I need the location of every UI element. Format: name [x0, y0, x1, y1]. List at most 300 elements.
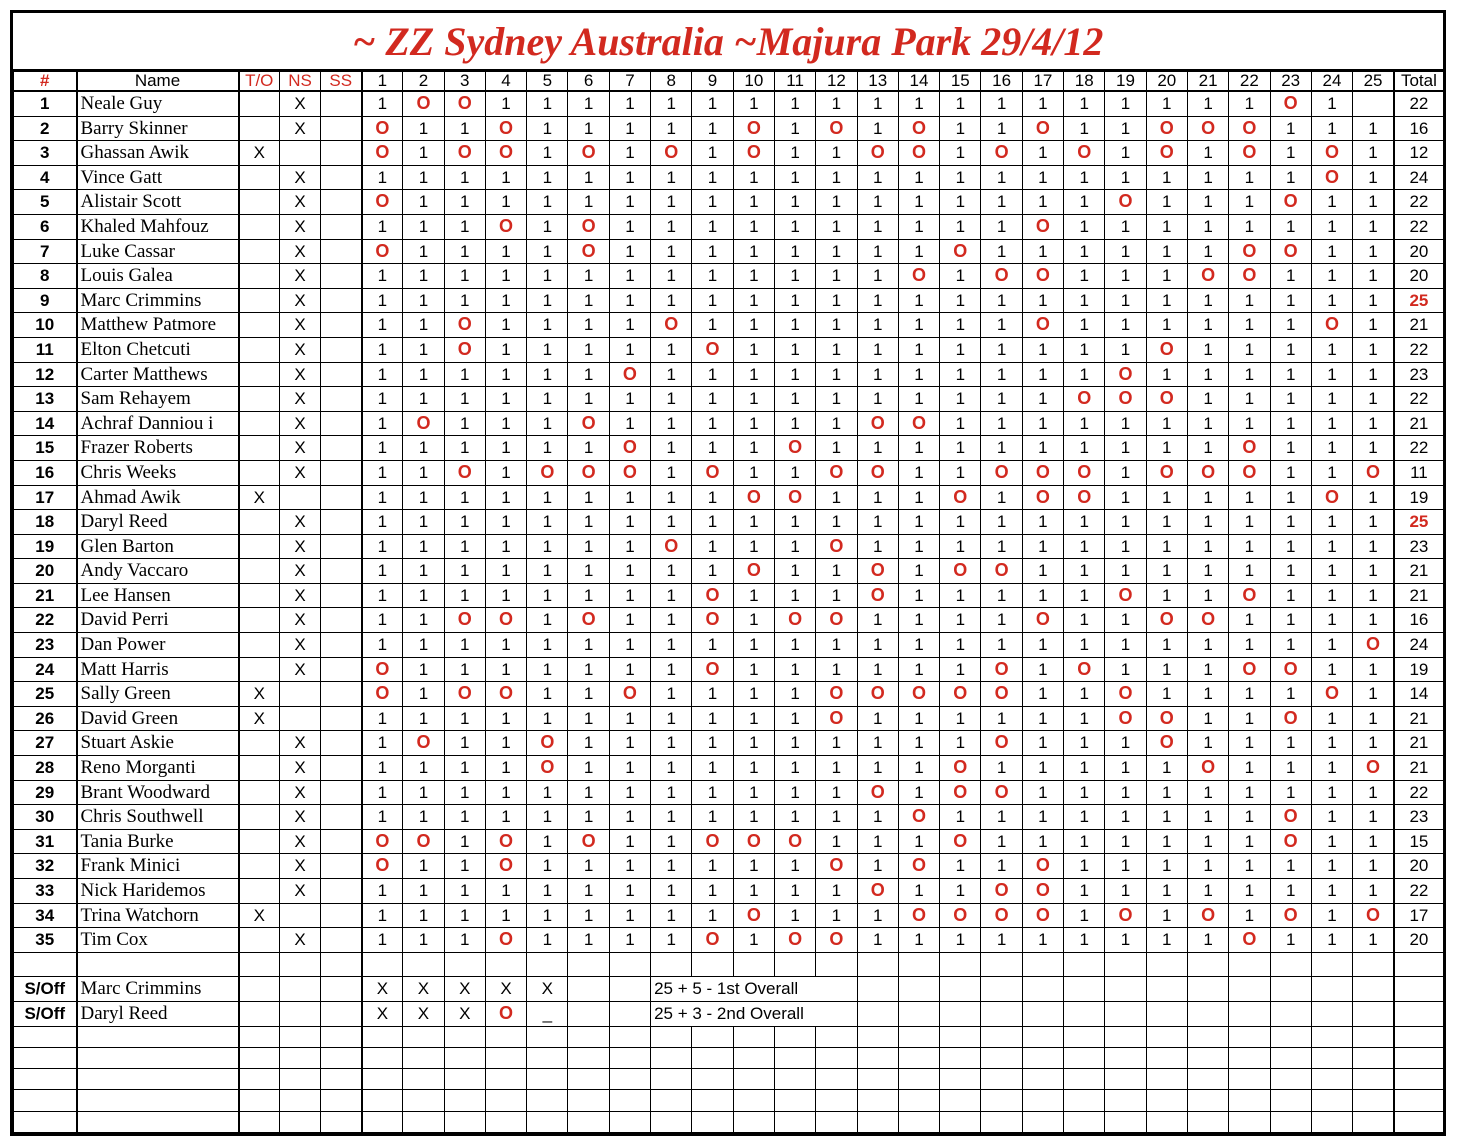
player-name: Chris Weeks [77, 460, 239, 485]
score-cell: 1 [444, 756, 485, 781]
score-cell: 1 [651, 903, 692, 928]
score-cell: 1 [1064, 706, 1105, 731]
score-cell: O [898, 903, 939, 928]
player-number: 27 [14, 731, 77, 756]
score-cell: 1 [1064, 583, 1105, 608]
score-cell: O [1064, 460, 1105, 485]
score-cell: 1 [444, 165, 485, 190]
score-cell: 1 [733, 288, 774, 313]
score-cell: 1 [1064, 337, 1105, 362]
score-cell: O [857, 411, 898, 436]
score-cell: O [1022, 903, 1063, 928]
empty-cell [280, 977, 321, 1002]
empty-cell [1353, 1047, 1394, 1068]
score-cell: 1 [816, 165, 857, 190]
player-total: 16 [1394, 116, 1444, 141]
score-cell: 1 [362, 928, 403, 953]
score-cell: 1 [816, 903, 857, 928]
player-total: 23 [1394, 534, 1444, 559]
score-cell: 1 [403, 460, 444, 485]
score-cell: 1 [651, 264, 692, 289]
score-cell: 1 [857, 829, 898, 854]
score-cell: 1 [1353, 682, 1394, 707]
empty-cell [568, 1026, 609, 1047]
player-number: 25 [14, 682, 77, 707]
player-total: 20 [1394, 928, 1444, 953]
score-cell: 1 [1311, 583, 1352, 608]
score-cell: 1 [403, 116, 444, 141]
score-cell: 1 [1022, 411, 1063, 436]
score-cell: 1 [609, 780, 650, 805]
score-cell: 1 [362, 633, 403, 658]
empty-cell [1187, 977, 1228, 1002]
score-cell: 1 [527, 337, 568, 362]
score-cell: 1 [609, 534, 650, 559]
player-to-mark [239, 731, 280, 756]
player-total: 22 [1394, 337, 1444, 362]
score-cell: O [981, 879, 1022, 904]
empty-cell [1105, 1069, 1146, 1090]
score-cell: 1 [816, 264, 857, 289]
player-number: 17 [14, 485, 77, 510]
score-cell: 1 [1187, 706, 1228, 731]
score-cell: O [444, 141, 485, 166]
score-cell: 1 [1187, 731, 1228, 756]
score-cell: 1 [981, 362, 1022, 387]
score-cell: 1 [940, 928, 981, 953]
score-cell: O [940, 485, 981, 510]
player-name: Daryl Reed [77, 510, 239, 535]
empty-cell [1270, 1111, 1311, 1132]
score-cell: 1 [1311, 928, 1352, 953]
player-ss-mark [321, 485, 362, 510]
score-cell: 1 [362, 362, 403, 387]
empty-cell [280, 1047, 321, 1068]
score-cell: O [1146, 706, 1187, 731]
score-cell: 1 [651, 756, 692, 781]
score-cell: 1 [940, 510, 981, 535]
score-cell: 1 [444, 190, 485, 215]
score-cell: O [1270, 239, 1311, 264]
score-cell: 1 [362, 534, 403, 559]
player-number: 18 [14, 510, 77, 535]
score-cell: O [692, 657, 733, 682]
score-cell: 1 [857, 731, 898, 756]
score-cell: 1 [651, 706, 692, 731]
score-cell: 1 [1270, 288, 1311, 313]
empty-cell [568, 1090, 609, 1111]
empty-cell [280, 1001, 321, 1026]
score-cell: 1 [692, 141, 733, 166]
score-cell: O [651, 141, 692, 166]
score-cell: 1 [1146, 239, 1187, 264]
col-header-target-8: 8 [651, 72, 692, 92]
player-ss-mark [321, 510, 362, 535]
score-cell: 1 [733, 387, 774, 412]
score-cell: 1 [733, 264, 774, 289]
empty-cell [1022, 1111, 1063, 1132]
score-cell: 1 [1270, 633, 1311, 658]
score-cell: O [692, 928, 733, 953]
player-ss-mark [321, 264, 362, 289]
player-ns-mark: X [280, 780, 321, 805]
score-cell: 1 [1353, 706, 1394, 731]
score-cell: 1 [609, 633, 650, 658]
score-cell: 1 [733, 928, 774, 953]
empty-cell [940, 1047, 981, 1068]
score-cell: 1 [485, 657, 526, 682]
score-cell: 1 [1146, 214, 1187, 239]
score-cell: 1 [609, 239, 650, 264]
score-cell: 1 [485, 879, 526, 904]
empty-cell [1187, 952, 1228, 977]
score-cell: 1 [898, 657, 939, 682]
score-cell: 1 [485, 387, 526, 412]
score-cell: 1 [857, 756, 898, 781]
score-cell: 1 [1353, 387, 1394, 412]
score-cell: 1 [1311, 608, 1352, 633]
score-cell: O [940, 829, 981, 854]
empty-row [14, 1090, 1444, 1111]
player-ns-mark: X [280, 91, 321, 116]
score-cell: 1 [527, 239, 568, 264]
empty-cell [568, 1001, 609, 1026]
player-row [14, 583, 1444, 608]
score-cell: 1 [981, 436, 1022, 461]
score-cell: 1 [692, 682, 733, 707]
empty-cell [1064, 1069, 1105, 1090]
score-cell: 1 [898, 337, 939, 362]
empty-cell [692, 1111, 733, 1132]
player-ns-mark: X [280, 534, 321, 559]
player-number: 7 [14, 239, 77, 264]
score-cell: 1 [1353, 362, 1394, 387]
player-name: Sam Rehayem [77, 387, 239, 412]
player-ss-mark [321, 731, 362, 756]
score-cell: 1 [1146, 633, 1187, 658]
empty-cell [1146, 1090, 1187, 1111]
empty-cell [692, 1047, 733, 1068]
score-cell: 1 [1353, 264, 1394, 289]
col-header-target-11: 11 [774, 72, 815, 92]
score-cell: 1 [651, 559, 692, 584]
score-cell: 1 [403, 165, 444, 190]
score-cell: 1 [609, 165, 650, 190]
empty-cell [1064, 1001, 1105, 1026]
empty-cell [1353, 1111, 1394, 1132]
score-cell: 1 [898, 633, 939, 658]
score-cell: 1 [444, 633, 485, 658]
empty-cell [609, 1026, 650, 1047]
player-ns-mark: X [280, 657, 321, 682]
score-cell: 1 [485, 288, 526, 313]
score-cell: 1 [1229, 756, 1270, 781]
player-to-mark [239, 805, 280, 830]
empty-cell [1105, 977, 1146, 1002]
score-cell: 1 [733, 165, 774, 190]
score-cell: 1 [898, 387, 939, 412]
empty-cell [1187, 1047, 1228, 1068]
player-ns-mark: X [280, 436, 321, 461]
player-ns-mark: X [280, 337, 321, 362]
empty-cell [898, 1111, 939, 1132]
score-cell: 1 [651, 633, 692, 658]
score-cell: 1 [1311, 780, 1352, 805]
score-cell: 1 [444, 657, 485, 682]
score-cell: O [1146, 116, 1187, 141]
score-cell: 1 [1105, 264, 1146, 289]
empty-cell [239, 1069, 280, 1090]
score-cell: 1 [444, 436, 485, 461]
player-row [14, 534, 1444, 559]
score-cell: 1 [1311, 903, 1352, 928]
score-cell: 1 [1146, 928, 1187, 953]
shootoff-mark: X [527, 977, 568, 1002]
empty-cell [816, 952, 857, 977]
score-cell: O [1105, 903, 1146, 928]
score-cell: O [1022, 264, 1063, 289]
empty-cell [981, 1090, 1022, 1111]
player-total: 23 [1394, 362, 1444, 387]
score-cell: 1 [1146, 829, 1187, 854]
score-cell: 1 [362, 387, 403, 412]
player-ss-mark [321, 854, 362, 879]
empty-cell [898, 1069, 939, 1090]
score-cell: 1 [568, 903, 609, 928]
score-cell: 1 [940, 264, 981, 289]
score-cell: O [362, 829, 403, 854]
score-cell: 1 [981, 854, 1022, 879]
score-cell: O [1311, 313, 1352, 338]
score-cell: 1 [1064, 116, 1105, 141]
score-cell: O [568, 829, 609, 854]
score-cell: 1 [816, 313, 857, 338]
score-cell: 1 [981, 485, 1022, 510]
score-cell: 1 [692, 387, 733, 412]
score-cell: 1 [1311, 288, 1352, 313]
score-cell: 1 [1353, 780, 1394, 805]
score-cell: 1 [651, 337, 692, 362]
score-cell: 1 [733, 879, 774, 904]
score-cell: 1 [940, 731, 981, 756]
empty-cell [609, 1047, 650, 1068]
player-ns-mark: X [280, 165, 321, 190]
player-name: Elton Chetcuti [77, 337, 239, 362]
score-cell: O [774, 436, 815, 461]
empty-cell [362, 952, 403, 977]
score-cell: 1 [774, 879, 815, 904]
score-cell: O [816, 608, 857, 633]
score-cell: O [485, 829, 526, 854]
empty-cell [609, 952, 650, 977]
score-cell: 1 [1064, 362, 1105, 387]
empty-cell [1270, 952, 1311, 977]
score-cell: 1 [1270, 534, 1311, 559]
score-cell: 1 [774, 313, 815, 338]
score-cell: 1 [1022, 559, 1063, 584]
empty-cell [609, 1111, 650, 1132]
empty-cell [857, 952, 898, 977]
player-row [14, 264, 1444, 289]
score-cell: 1 [898, 510, 939, 535]
empty-cell [733, 1090, 774, 1111]
score-cell: 1 [733, 682, 774, 707]
player-to-mark [239, 583, 280, 608]
player-total: 21 [1394, 559, 1444, 584]
empty-cell [816, 1111, 857, 1132]
player-name: Vince Gatt [77, 165, 239, 190]
score-cell: 1 [362, 903, 403, 928]
score-cell: 1 [1022, 682, 1063, 707]
player-ns-mark: X [280, 829, 321, 854]
score-cell: O [1270, 91, 1311, 116]
score-cell: 1 [692, 411, 733, 436]
score-cell: 1 [527, 116, 568, 141]
player-number: 13 [14, 387, 77, 412]
empty-cell [1270, 1090, 1311, 1111]
score-cell: 1 [940, 436, 981, 461]
player-to-mark [239, 879, 280, 904]
score-cell: 1 [527, 706, 568, 731]
empty-cell [1229, 1090, 1270, 1111]
score-cell: 1 [1146, 534, 1187, 559]
score-cell: 1 [651, 239, 692, 264]
score-cell: 1 [609, 411, 650, 436]
player-ns-mark: X [280, 264, 321, 289]
score-cell: O [362, 239, 403, 264]
empty-row [14, 1111, 1444, 1132]
score-cell: 1 [1105, 805, 1146, 830]
empty-cell [774, 952, 815, 977]
score-cell: 1 [1105, 854, 1146, 879]
empty-cell [651, 952, 692, 977]
score-cell: 1 [816, 436, 857, 461]
player-to-mark [239, 756, 280, 781]
empty-cell [692, 1069, 733, 1090]
score-cell: 1 [692, 805, 733, 830]
player-ss-mark [321, 534, 362, 559]
score-cell: O [733, 829, 774, 854]
player-row [14, 411, 1444, 436]
score-cell: O [692, 583, 733, 608]
player-total: 21 [1394, 411, 1444, 436]
score-cell: O [1311, 485, 1352, 510]
score-cell: 1 [1146, 485, 1187, 510]
empty-cell [77, 1111, 239, 1132]
score-cell: O [1270, 903, 1311, 928]
score-cell: 1 [816, 91, 857, 116]
player-row [14, 337, 1444, 362]
player-to-mark: X [239, 903, 280, 928]
empty-cell [239, 1001, 280, 1026]
score-cell: 1 [857, 362, 898, 387]
score-cell: O [1229, 460, 1270, 485]
score-cell: 1 [403, 928, 444, 953]
score-cell: 1 [1229, 362, 1270, 387]
col-header-name: Name [77, 72, 239, 92]
score-cell: 1 [1270, 313, 1311, 338]
empty-cell [403, 1026, 444, 1047]
score-cell: 1 [774, 165, 815, 190]
score-cell: O [485, 682, 526, 707]
score-cell: 1 [733, 805, 774, 830]
score-cell: 1 [898, 436, 939, 461]
score-cell: O [816, 682, 857, 707]
score-cell: 1 [1105, 313, 1146, 338]
player-total: 21 [1394, 731, 1444, 756]
score-cell: 1 [1353, 608, 1394, 633]
player-name: Tim Cox [77, 928, 239, 953]
score-cell: 1 [816, 214, 857, 239]
score-cell: 1 [444, 805, 485, 830]
score-cell: 1 [362, 780, 403, 805]
player-to-mark [239, 854, 280, 879]
score-cell: 1 [774, 756, 815, 781]
score-cell: 1 [1353, 337, 1394, 362]
score-cell: 1 [1146, 854, 1187, 879]
score-cell: 1 [1229, 731, 1270, 756]
score-cell: 1 [692, 116, 733, 141]
empty-cell [1146, 1111, 1187, 1132]
player-total: 19 [1394, 485, 1444, 510]
empty-cell [527, 1069, 568, 1090]
score-cell: 1 [898, 608, 939, 633]
score-cell: O [1064, 657, 1105, 682]
empty-cell [1187, 1026, 1228, 1047]
score-cell: 1 [1229, 387, 1270, 412]
score-cell: 1 [1270, 510, 1311, 535]
score-cell: 1 [1105, 534, 1146, 559]
empty-cell [321, 1026, 362, 1047]
score-cell: O [1146, 337, 1187, 362]
score-cell: O [1187, 903, 1228, 928]
score-cell: 1 [609, 510, 650, 535]
score-cell: 1 [981, 313, 1022, 338]
score-cell: 1 [816, 190, 857, 215]
empty-cell [940, 1090, 981, 1111]
player-to-mark [239, 288, 280, 313]
score-cell: 1 [1187, 829, 1228, 854]
player-row [14, 165, 1444, 190]
player-number: 32 [14, 854, 77, 879]
score-cell: 1 [485, 313, 526, 338]
player-ns-mark [280, 485, 321, 510]
player-name: Stuart Askie [77, 731, 239, 756]
player-number: 10 [14, 313, 77, 338]
empty-cell [1022, 1069, 1063, 1090]
score-cell: 1 [527, 633, 568, 658]
score-cell: 1 [857, 91, 898, 116]
score-cell: 1 [898, 190, 939, 215]
player-name: Carter Matthews [77, 362, 239, 387]
score-cell: 1 [1270, 485, 1311, 510]
score-cell: 1 [816, 337, 857, 362]
empty-cell [898, 1026, 939, 1047]
empty-cell [609, 1069, 650, 1090]
score-cell: 1 [403, 879, 444, 904]
score-cell: 1 [733, 460, 774, 485]
player-number: 14 [14, 411, 77, 436]
player-ns-mark: X [280, 362, 321, 387]
score-cell: 1 [733, 411, 774, 436]
score-cell: 1 [403, 534, 444, 559]
empty-cell [692, 1026, 733, 1047]
shootoff-name: Marc Crimmins [77, 977, 239, 1002]
player-ss-mark [321, 214, 362, 239]
empty-cell [321, 1069, 362, 1090]
score-cell: 1 [1105, 657, 1146, 682]
score-cell: 1 [1022, 657, 1063, 682]
